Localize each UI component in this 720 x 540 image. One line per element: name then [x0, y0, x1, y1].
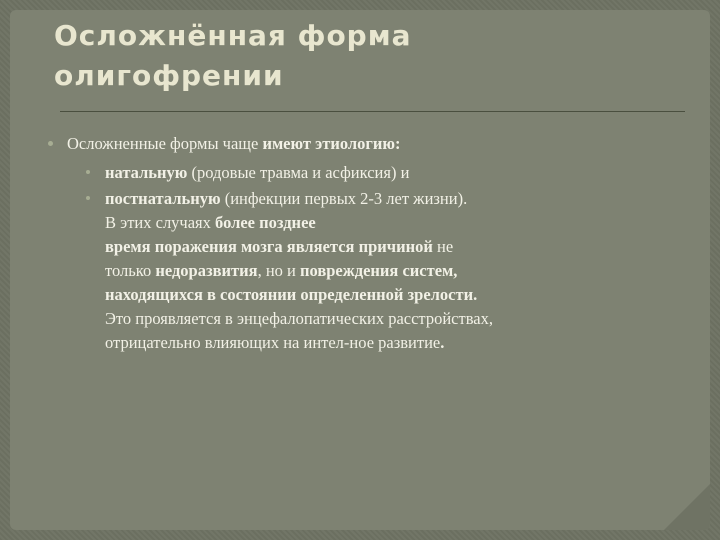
- item-line: [105, 211, 678, 235]
- bullet-item-natal: [86, 161, 678, 185]
- item-line: [105, 235, 678, 259]
- page-curl-corner: [664, 484, 710, 530]
- bullet-dot-icon: [86, 170, 90, 174]
- item-text: , но и: [257, 261, 300, 280]
- slide-content: [48, 132, 678, 357]
- item-line: [105, 331, 678, 355]
- slide-title: [54, 16, 674, 96]
- item-line: [105, 307, 678, 331]
- slide-title-line1: Осложнённая форма: [54, 19, 412, 52]
- item-bold-text: повреждения систем,: [300, 261, 458, 280]
- item-bold-text: недоразвития: [155, 261, 258, 280]
- item-text: Это проявляется в энцефалопатических расстройствах,: [105, 309, 493, 328]
- item-bold-text: .: [440, 333, 445, 352]
- bullet-item-postnatal: [86, 187, 678, 355]
- item-text: отрицательно влияющих на интел-ное развитие: [105, 333, 441, 352]
- item-bold-text: более позднее: [215, 213, 316, 232]
- bullet-dot-icon: [86, 196, 90, 200]
- item-line: [105, 259, 678, 283]
- item-bold-text: .: [473, 285, 478, 304]
- item-bold-text: имеют этиологию:: [262, 134, 401, 153]
- item-text: (инфекции первых 2-3 лет жизни).: [220, 189, 468, 208]
- item-text: только: [105, 261, 156, 280]
- item-text: Осложненные формы чаще: [67, 134, 263, 153]
- item-bold-text: время поражения мозга является причиной: [105, 237, 433, 256]
- bullet-item-etiology: [48, 132, 678, 156]
- item-bold-text: находящихся в состоянии определенной зрелости: [105, 285, 474, 304]
- item-line: [105, 187, 678, 211]
- item-bold-text: натальную: [105, 163, 188, 182]
- slide-panel: [10, 10, 710, 530]
- item-text: (родовые травма и асфиксия) и: [187, 163, 410, 182]
- item-bold-text: постнатальную: [105, 189, 221, 208]
- item-text: не: [432, 237, 454, 256]
- bullet-dot-icon: [48, 141, 53, 146]
- title-divider: [60, 111, 685, 112]
- slide-title-line2: олигофрении: [54, 59, 284, 92]
- item-text: В этих случаях: [105, 213, 216, 232]
- item-line: [105, 283, 678, 307]
